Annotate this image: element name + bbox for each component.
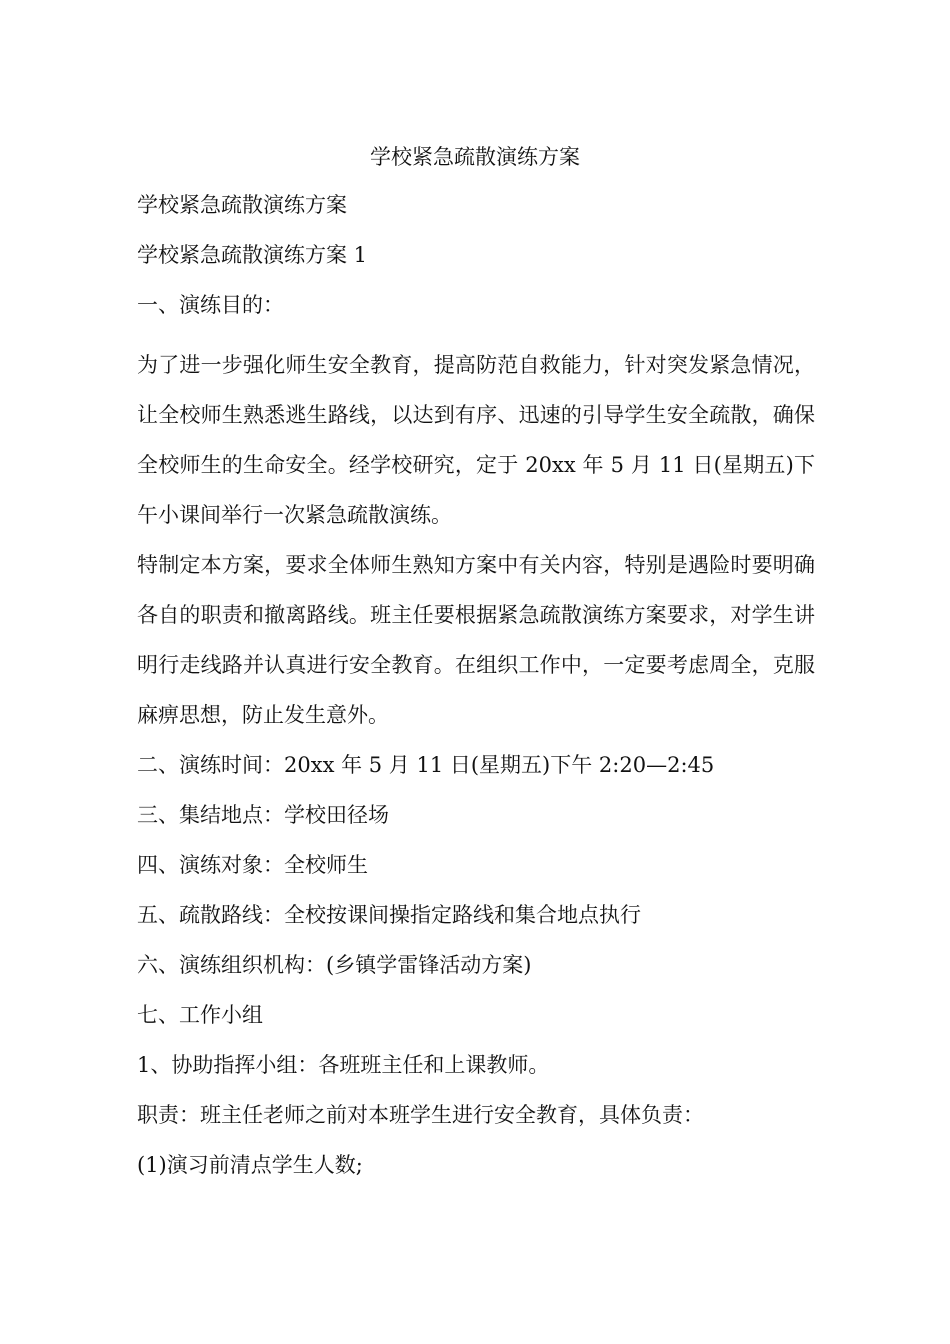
paragraph-section-5: 五、疏散路线：全校按课间操指定路线和集合地点执行: [137, 903, 641, 927]
paragraph-section-6: 六、演练组织机构：(乡镇学雷锋活动方案): [137, 953, 532, 977]
paragraph-subtitle: 学校紧急疏散演练方案: [137, 193, 347, 217]
paragraph-section-4: 四、演练对象：全校师生: [137, 853, 368, 877]
paragraph-section-3: 三、集结地点：学校田径场: [137, 803, 389, 827]
document-title: 学校紧急疏散演练方案: [370, 145, 580, 169]
paragraph-duties: 职责：班主任老师之前对本班学生进行安全教育，具体负责：: [137, 1103, 704, 1127]
paragraph-section-1: 一、演练目的：: [137, 293, 284, 317]
document-body: [137, 190, 815, 1200]
paragraph-purpose: 为了进一步强化师生安全教育，提高防范自救能力，针对突发紧急情况，让全校师生熟悉逃生路线，以达到有序、迅速的引导学生安全疏散，确保全校师生的生命安全。经学校研究，定于 20xx 年 5 月 11 日(星期五)下午小课间举行一次紧急疏散演练。: [137, 353, 815, 527]
paragraph-group-1: 1、协助指挥小组：各班班主任和上课教师。: [137, 1053, 550, 1077]
paragraph-requirements: 特制定本方案，要求全体师生熟知方案中有关内容，特别是遇险时要明确各自的职责和撤离路线。班主任要根据紧急疏散演练方案要求，对学生讲明行走线路并认真进行安全教育。在组织工作中，一定要考虑周全，克服麻痹思想，防止发生意外。: [137, 553, 815, 727]
paragraph-plan-1: 学校紧急疏散演练方案 1: [137, 243, 368, 267]
paragraph-item-1: (1)演习前清点学生人数;: [137, 1153, 363, 1177]
paragraph-section-7: 七、工作小组: [137, 1003, 263, 1027]
paragraph-section-2: 二、演练时间：20xx 年 5 月 11 日(星期五)下午 2:20—2:45: [137, 753, 715, 777]
